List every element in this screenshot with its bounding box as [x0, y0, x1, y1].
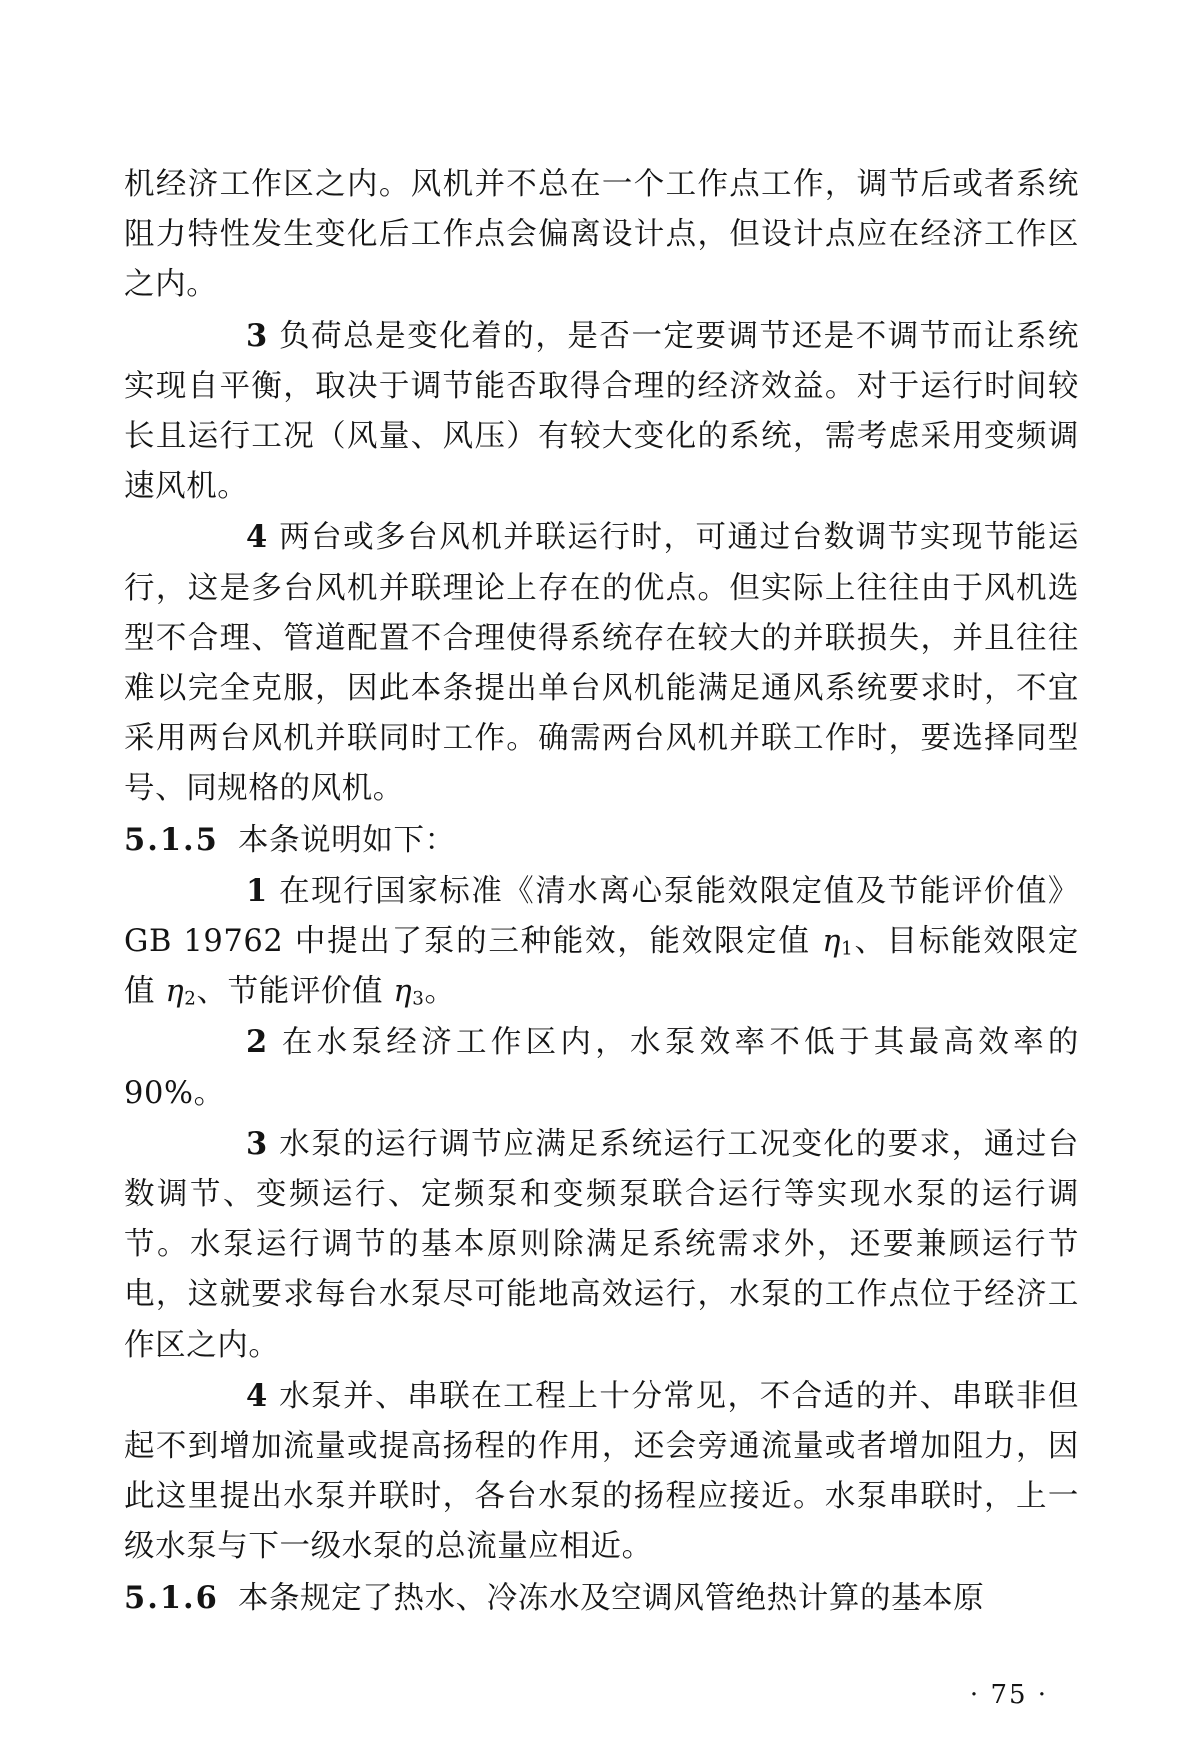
list-item-4-pump-series-parallel [124, 1371, 1079, 1573]
eta-subscript-1: 1 [841, 938, 854, 960]
eta-symbol: η [165, 974, 185, 1010]
list-item-1-pump-efficiency [124, 866, 1079, 1018]
item-number: 4 [246, 1377, 268, 1414]
eta-subscript-3: 3 [412, 988, 425, 1010]
list-item-2-pump-range [124, 1017, 1079, 1118]
item-text: 在水泵经济工作区内，水泵效率不低于其最高效率的 90%。 [124, 1025, 1079, 1111]
section-text: 本条说明如下： [237, 822, 456, 858]
eta-symbol: η [393, 974, 413, 1010]
item-text-b: 、目标能效限定值 [124, 924, 1079, 1010]
item-text-a: 在现行国家标准《清水离心泵能效限定值及节能评价值》GB 19762 中提出了泵的三种能效，能效限定值 [124, 873, 1080, 960]
body-text [124, 160, 1079, 1624]
list-item-4-fan-parallel [124, 512, 1079, 814]
item-text: 负荷总是变化着的，是否一定要调节还是不调节而让系统实现自平衡，取决于调节能否取得合理的经济效益。对于运行时间较长且运行工况（风量、风压）有较大变化的系统，需考虑采用变频调速风机。 [124, 318, 1080, 505]
list-item-3-pump-regulation [124, 1119, 1079, 1371]
item-number: 4 [246, 519, 268, 556]
item-number: 3 [246, 317, 268, 354]
item-number: 3 [246, 1125, 268, 1162]
item-text: 两台或多台风机并联运行时，可通过台数调节实现节能运行，这是多台风机并联理论上存在的优点。但实际上往往由于风机选型不合理、管道配置不合理使得系统存在较大的并联损失，并且往往难以完全克服，因此本条提出单台风机能满足通风系统要求时，不宜采用两台风机并联同时工作。确需两台风机并联工作时，要选择同型号、同规格的风机。 [124, 520, 1080, 807]
section-heading-5-1-6 [124, 1573, 1079, 1624]
section-number: 5.1.6 [124, 1579, 219, 1616]
item-text-d: 。 [424, 974, 456, 1010]
list-item-3-fan-regulation [124, 311, 1079, 513]
item-number: 1 [246, 872, 268, 909]
paragraph-continued [124, 160, 1079, 311]
paragraph-text: 机经济工作区之内。风机并不总在一个工作点工作，调节后或者系统阻力特性发生变化后工作点会偏离设计点，但设计点应在经济工作区之内。 [124, 167, 1079, 303]
section-number: 5.1.5 [124, 821, 219, 858]
item-text: 水泵并、串联在工程上十分常见，不合适的并、串联非但起不到增加流量或提高扬程的作用，还会旁通流量或者增加阻力，因此这里提出水泵并联时，各台水泵的扬程应接近。水泵串联时，上一级水泵与下一级水泵的总流量应相近。 [124, 1378, 1080, 1565]
item-text-c: 、节能评价值 [196, 974, 394, 1010]
item-text: 水泵的运行调节应满足系统运行工况变化的要求，通过台数调节、变频运行、定频泵和变频泵联合运行等实现水泵的运行调节。水泵运行调节的基本原则除满足系统需求外，还要兼顾运行节电，这就要求每台水泵尽可能地高效运行，水泵的工作点位于经济工作区之内。 [124, 1126, 1080, 1363]
item-number: 2 [246, 1024, 268, 1061]
page-number: · 75 · [969, 1680, 1049, 1710]
section-text: 本条规定了热水、冷冻水及空调风管绝热计算的基本原 [237, 1580, 985, 1616]
eta-subscript-2: 2 [184, 988, 197, 1010]
section-heading-5-1-5 [124, 815, 1079, 866]
eta-symbol: η [822, 924, 842, 960]
